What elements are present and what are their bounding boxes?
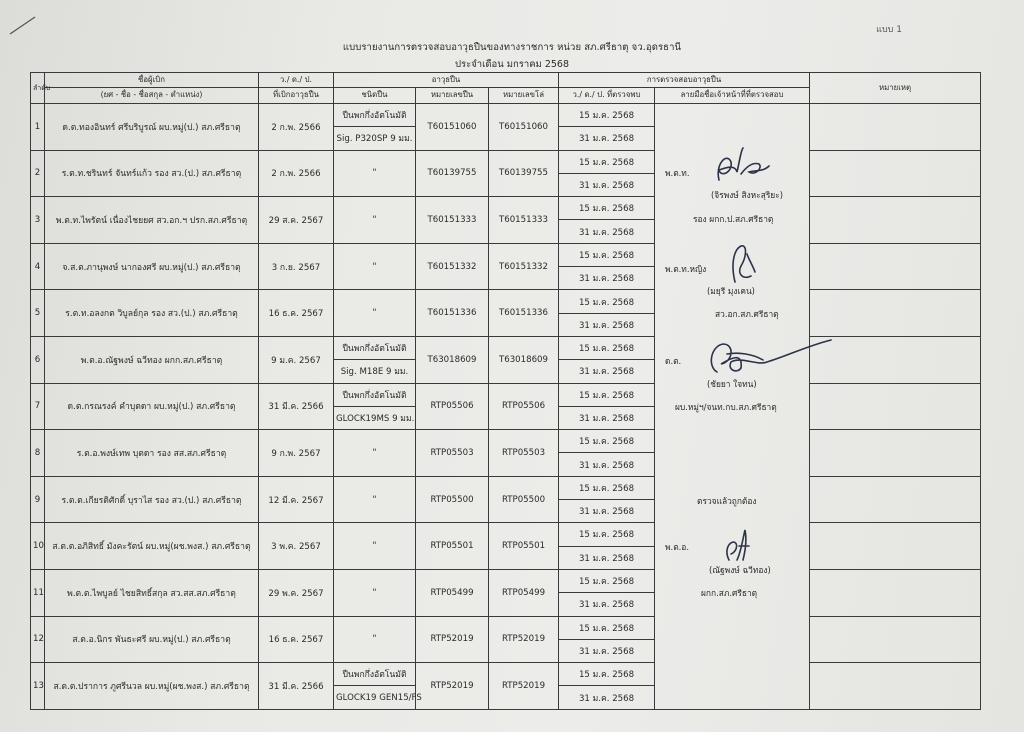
header-type: ชนิดปืน (334, 88, 416, 104)
header-seq: ลำดับ (31, 73, 45, 104)
signature-3 (697, 332, 837, 382)
borrow-date: 2 ก.พ. 2566 (259, 150, 334, 197)
weapon-type: " (334, 430, 416, 477)
signer2-name: (มยุรี มุงเคน) (707, 286, 755, 296)
weapon-model: Sig. P320SP 9 มม. (334, 127, 416, 150)
borrower-name: ร.ต.ท.ชรินทร์ จันทร์แก้ว รอง สว.(ป.) สภ.ศรีธาตุ (45, 150, 259, 197)
borrow-date: 9 ม.ค. 2567 (259, 336, 334, 383)
borrower-name: พ.ต.ต.ไพบูลย์ ไชยสิทธิ์สกุล สว.สส.สภ.ศรีธาตุ (45, 569, 259, 616)
weapon-type: ปืนพกกึ่งอัตโนมัติ (334, 383, 416, 406)
row-number: 8 (31, 430, 45, 477)
remark-cell (810, 290, 981, 337)
inspect-date-first: 15 ม.ค. 2568 (559, 430, 655, 453)
slide-number: RTP52019 (489, 616, 559, 663)
slide-number: T63018609 (489, 336, 559, 383)
table-row (31, 104, 981, 127)
header-inspector-sig: ลายมือชื่อเจ้าหน้าที่ที่ตรวจสอบ (655, 88, 810, 104)
signer1-rank: พ.ต.ท. (665, 168, 690, 178)
remark-cell (810, 383, 981, 430)
signature-4 (715, 526, 755, 566)
header-slide-no: หมายเลขโล่ (489, 88, 559, 104)
remark-cell (810, 243, 981, 290)
borrow-date: 29 พ.ค. 2567 (259, 569, 334, 616)
signer2-rank: พ.ต.ท.หญิง (665, 264, 707, 274)
inspect-date-first: 15 ม.ค. 2568 (559, 663, 655, 686)
inspect-date-second: 31 ม.ค. 2568 (559, 173, 655, 196)
weapon-type: ปืนพกกึ่งอัตโนมัติ (334, 336, 416, 359)
inspect-date-second: 31 ม.ค. 2568 (559, 593, 655, 616)
table-row (31, 336, 981, 359)
weapon-type: ปืนพกกึ่งอัตโนมัติ (334, 104, 416, 127)
slide-number: T60151332 (489, 243, 559, 290)
gun-number: T60151332 (416, 243, 489, 290)
borrower-name: ด.ต.ทองอินทร์ ศรีบริบูรณ์ ผบ.หมู่(ป.) สภ.ศรีธาตุ (45, 104, 259, 151)
remark-cell (810, 569, 981, 616)
header-inspection: การตรวจสอบอาวุธปืน (559, 73, 810, 88)
table-row (31, 430, 981, 453)
slide-number: T60151060 (489, 104, 559, 151)
inspect-date-first: 15 ม.ค. 2568 (559, 476, 655, 499)
borrow-date: 16 ธ.ค. 2567 (259, 290, 334, 337)
table-row (31, 569, 981, 592)
gun-number: RTP05506 (416, 383, 489, 430)
gun-number: RTP52019 (416, 663, 489, 710)
row-number: 6 (31, 336, 45, 383)
row-number: 13 (31, 663, 45, 710)
inspector-signature-block (655, 104, 810, 710)
table-row (31, 476, 981, 499)
remark-cell (810, 430, 981, 477)
document-title: แบบรายงานการตรวจสอบอาวุธปืนของทางราชการ หน่วย สภ.ศรีธาตุ จว.อุดรธานี (342, 42, 682, 53)
borrow-date: 9 ก.พ. 2567 (259, 430, 334, 477)
slide-number: T60151336 (489, 290, 559, 337)
gun-number: RTP05503 (416, 430, 489, 477)
inspect-date-second: 31 ม.ค. 2568 (559, 360, 655, 383)
borrower-name: พ.ต.อ.ณัฐพงษ์ ฉวีทอง ผกก.สภ.ศรีธาตุ (45, 336, 259, 383)
gun-number: RTP05499 (416, 569, 489, 616)
row-number: 1 (31, 104, 45, 151)
borrower-name: ร.ต.ท.อลงกต วิบูลย์กุล รอง สว.(ป.) สภ.ศรีธาตุ (45, 290, 259, 337)
row-number: 10 (31, 523, 45, 570)
row-number: 5 (31, 290, 45, 337)
checked-ok: ตรวจแล้วถูกต้อง (697, 496, 757, 506)
header-remark: หมายเหตุ (810, 73, 981, 104)
pen-stroke-mark (8, 14, 38, 36)
table-row (31, 197, 981, 220)
remark-cell (810, 663, 981, 710)
borrow-date: 3 ก.ย. 2567 (259, 243, 334, 290)
weapon-type: ปืนพกกึ่งอัตโนมัติ (334, 663, 416, 686)
signature-1 (707, 144, 777, 190)
weapon-model: Sig. M18E 9 มม. (334, 360, 416, 383)
inspect-date-first: 15 ม.ค. 2568 (559, 150, 655, 173)
signer1-name: (จิรพงษ์ สิงหะสุริยะ) (711, 190, 783, 200)
inspect-date-first: 15 ม.ค. 2568 (559, 383, 655, 406)
slide-number: T60139755 (489, 150, 559, 197)
weapon-type: " (334, 523, 416, 570)
weapons-table (30, 72, 981, 710)
row-number: 3 (31, 197, 45, 244)
inspect-date-first: 15 ม.ค. 2568 (559, 197, 655, 220)
table-row (31, 383, 981, 406)
signer2-position: สว.อก.สภ.ศรีธาตุ (715, 309, 779, 319)
header-inspect-date: ว./ ด./ ป. ที่ตรวจพบ (559, 88, 655, 104)
header-gun-no: หมายเลขปืน (416, 88, 489, 104)
document-subtitle: ประจำเดือน มกราคม 2568 (454, 59, 570, 70)
slide-number: RTP05503 (489, 430, 559, 477)
table-row (31, 243, 981, 266)
table-row (31, 663, 981, 686)
table-row (31, 290, 981, 313)
row-number: 4 (31, 243, 45, 290)
inspect-date-second: 31 ม.ค. 2568 (559, 500, 655, 523)
gun-number: T60151060 (416, 104, 489, 151)
row-number: 7 (31, 383, 45, 430)
inspect-date-second: 31 ม.ค. 2568 (559, 546, 655, 569)
remark-cell (810, 150, 981, 197)
inspect-date-first: 15 ม.ค. 2568 (559, 290, 655, 313)
gun-number: RTP05501 (416, 523, 489, 570)
slide-number: T60151333 (489, 197, 559, 244)
borrower-name: ร.ต.อ.พงษ์เทพ บุตดา รอง สส.สภ.ศรีธาตุ (45, 430, 259, 477)
weapon-type: " (334, 476, 416, 523)
header-date-borrow-sub: ที่เบิกอาวุธปืน (259, 88, 334, 104)
signer3-rank: ด.ต. (665, 356, 682, 366)
gun-number: RTP52019 (416, 616, 489, 663)
borrow-date: 31 มี.ค. 2566 (259, 663, 334, 710)
table-row (31, 523, 981, 546)
borrower-name: ด.ต.กรณรงค์ คำบุตดา ผบ.หมู่(ป.) สภ.ศรีธาตุ (45, 383, 259, 430)
inspect-date-second: 31 ม.ค. 2568 (559, 686, 655, 709)
weapon-type: " (334, 243, 416, 290)
inspect-date-second: 31 ม.ค. 2568 (559, 220, 655, 243)
remark-cell (810, 104, 981, 151)
header-date-borrow: ว./ ด./ ป. (259, 73, 334, 88)
borrow-date: 12 มี.ค. 2567 (259, 476, 334, 523)
row-number: 12 (31, 616, 45, 663)
borrower-name: จ.ส.ต.ภานุพงษ์ นากองศรี ผบ.หมู่(ป.) สภ.ศรีธาตุ (45, 243, 259, 290)
borrow-date: 29 ส.ค. 2567 (259, 197, 334, 244)
header-weapon: อาวุธปืน (334, 73, 559, 88)
weapon-model: GLOCK19MS 9 มม. (334, 406, 416, 429)
slide-number: RTP05501 (489, 523, 559, 570)
row-number: 9 (31, 476, 45, 523)
slide-number: RTP05499 (489, 569, 559, 616)
inspect-date-first: 15 ม.ค. 2568 (559, 569, 655, 592)
gun-number: T63018609 (416, 336, 489, 383)
remark-cell (810, 476, 981, 523)
weapon-type: " (334, 569, 416, 616)
inspect-date-first: 15 ม.ค. 2568 (559, 336, 655, 359)
gun-number: RTP05500 (416, 476, 489, 523)
gun-number: T60151336 (416, 290, 489, 337)
borrower-name: ส.ต.ต.อภิสิทธิ์ มังคะรัตน์ ผบ.หมู่(ผช.พงส.) สภ.ศรีธาตุ (45, 523, 259, 570)
inspect-date-second: 31 ม.ค. 2568 (559, 639, 655, 662)
inspect-date-first: 15 ม.ค. 2568 (559, 104, 655, 127)
signer4-position: ผกก.สภ.ศรีธาตุ (701, 588, 758, 598)
inspect-date-second: 31 ม.ค. 2568 (559, 406, 655, 429)
gun-number: T60139755 (416, 150, 489, 197)
slide-number: RTP52019 (489, 663, 559, 710)
table-row (31, 150, 981, 173)
weapon-model: GLOCK19 GEN15/FS (334, 686, 416, 709)
borrower-name: ร.ต.ต.เกียรติศักดิ์ บุราไส รอง สว.(ป.) สภ.ศรีธาตุ (45, 476, 259, 523)
borrow-date: 3 พ.ค. 2567 (259, 523, 334, 570)
weapon-type: " (334, 197, 416, 244)
inspect-date-second: 31 ม.ค. 2568 (559, 267, 655, 290)
borrower-name: พ.ต.ท.ไพรัตน์ เนื่องไชยยศ สว.อก.ฯ ปรก.สภ.ศรีธาตุ (45, 197, 259, 244)
gun-number: T60151333 (416, 197, 489, 244)
signer1-position: รอง ผกก.ป.สภ.ศรีธาตุ (693, 214, 774, 224)
borrower-name: ส.ต.อ.นิกร พันธะศรี ผบ.หมู่(ป.) สภ.ศรีธาตุ (45, 616, 259, 663)
signer3-name: (ชัยยา ใจทน) (707, 379, 757, 389)
header-borrower-sub: (ยศ - ชื่อ - ชื่อสกุล - ตำแหน่ง) (45, 88, 259, 104)
remark-cell (810, 197, 981, 244)
table-row (31, 616, 981, 639)
inspect-date-second: 31 ม.ค. 2568 (559, 127, 655, 150)
weapon-type: " (334, 150, 416, 197)
remark-cell (810, 523, 981, 570)
inspect-date-second: 31 ม.ค. 2568 (559, 453, 655, 476)
header-borrower: ชื่อผู้เบิก (45, 73, 259, 88)
inspect-date-second: 31 ม.ค. 2568 (559, 313, 655, 336)
weapon-type: " (334, 290, 416, 337)
weapon-type: " (334, 616, 416, 663)
form-number: แบบ 1 (876, 25, 902, 35)
signer4-rank: พ.ต.อ. (665, 542, 689, 552)
slide-number: RTP05500 (489, 476, 559, 523)
slide-number: RTP05506 (489, 383, 559, 430)
borrow-date: 16 ธ.ค. 2567 (259, 616, 334, 663)
inspect-date-first: 15 ม.ค. 2568 (559, 616, 655, 639)
signer3-position: ผบ.หมู่ฯ/จนท.กบ.สภ.ศรีธาตุ (675, 402, 777, 412)
remark-cell (810, 616, 981, 663)
borrow-date: 2 ก.พ. 2566 (259, 104, 334, 151)
inspect-date-first: 15 ม.ค. 2568 (559, 523, 655, 546)
inspect-date-first: 15 ม.ค. 2568 (559, 243, 655, 266)
signer4-name: (ณัฐพงษ์ ฉวีทอง) (709, 565, 771, 575)
signature-2 (721, 236, 761, 286)
borrower-name: ส.ต.ต.ปราการ ภูศรีนวล ผบ.หมู่(ผช.พงส.) สภ.ศรีธาตุ (45, 663, 259, 710)
row-number: 2 (31, 150, 45, 197)
row-number: 11 (31, 569, 45, 616)
borrow-date: 31 มี.ค. 2566 (259, 383, 334, 430)
